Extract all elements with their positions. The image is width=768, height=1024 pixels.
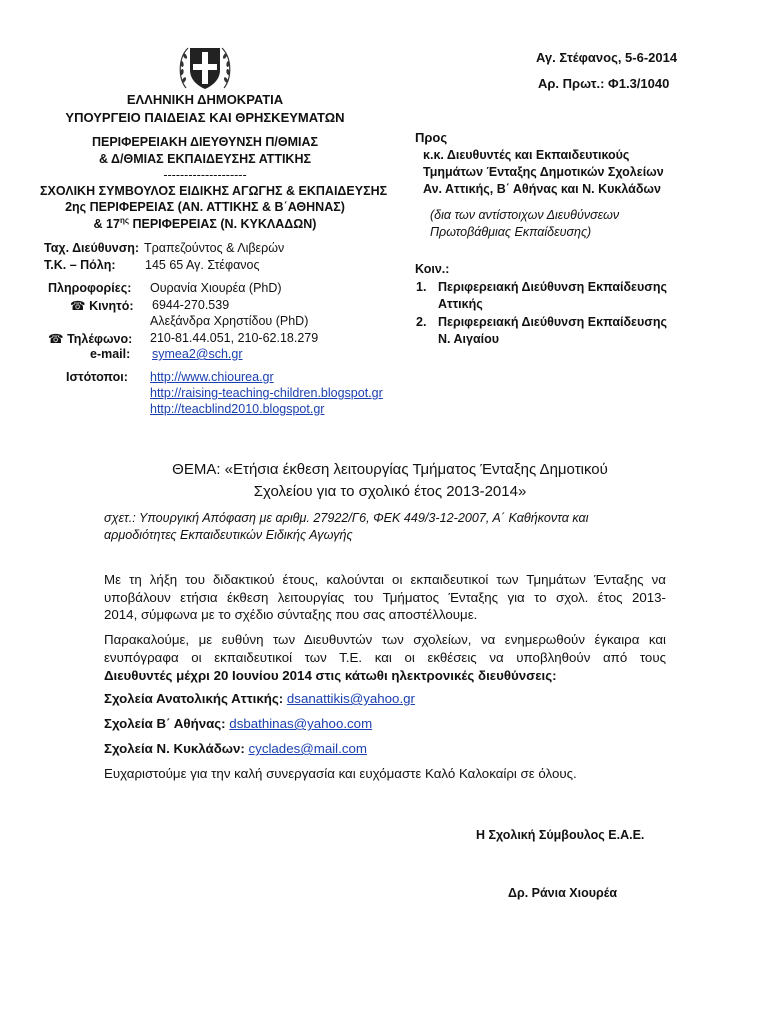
cc-item-1-text: Περιφερειακή Διεύθυνση Εκπαίδευσης bbox=[438, 280, 667, 294]
paragraph-2-line-2: ενυπόγραφα οι εκπαιδευτικοί των Τ.Ε. και οι εκθέσεις να υποβληθούν από τους bbox=[104, 650, 666, 665]
website-link-2[interactable]: http://raising-teaching-children.blogspot.gr bbox=[150, 386, 383, 400]
website-link-3[interactable]: http://teacblind2010.blogspot.gr bbox=[150, 402, 325, 416]
reference-line-2: αρμοδιότητες Εκπαιδευτικών Ειδικής Αγωγής bbox=[104, 528, 353, 542]
cc-item-2-number: 2. bbox=[416, 315, 427, 329]
subject-line-1: ΘΕΜΑ: «Ετήσια έκθεση λειτουργίας Τμήματος Ένταξης Δημοτικού bbox=[172, 461, 608, 478]
to-label: Προς bbox=[415, 130, 448, 145]
mobile-label: Κινητό: bbox=[89, 299, 134, 313]
cc-item-1 bbox=[416, 280, 667, 294]
cyclades-email[interactable]: cyclades@mail.com bbox=[248, 741, 367, 756]
phone-icon: ☎ bbox=[70, 299, 86, 313]
phone-row-label bbox=[48, 331, 132, 346]
advisor-line-1: ΣΧΟΛΙΚΗ ΣΥΜΒΟΥΛΟΣ ΕΙΔΙΚΗΣ ΑΓΩΓΗΣ & ΕΚΠΑΙΔΕΥΣΗΣ bbox=[40, 184, 388, 198]
phone-label: Τηλέφωνο: bbox=[67, 332, 133, 346]
paragraph-2-line-3: Διευθυντές μέχρι 20 Ιουνίου 2014 στις κάτωθι ηλεκτρονικές διευθύνσεις: bbox=[104, 668, 557, 683]
advisor-line-3-sup: ης bbox=[119, 216, 129, 225]
signature-name: Δρ. Ράνια Χιουρέα bbox=[508, 886, 618, 900]
cyclades-row bbox=[104, 741, 367, 756]
mobile-value: 6944-270.539 bbox=[152, 298, 230, 312]
advisor-line-3 bbox=[40, 216, 370, 231]
info-value-2: Αλεξάνδρα Χρηστίδου (PhD) bbox=[150, 314, 309, 328]
mobile-row-label bbox=[70, 298, 134, 313]
athens-email[interactable]: dsbathinas@yahoo.com bbox=[229, 716, 373, 731]
thanks-line: Ευχαριστούμε για την καλή συνεργασία και ευχόμαστε Καλό Καλοκαίρι σε όλους. bbox=[104, 766, 577, 781]
greek-emblem-icon bbox=[176, 40, 234, 96]
info-label: Πληροφορίες: bbox=[48, 281, 132, 295]
cc-item-1-cont: Αττικής bbox=[438, 297, 483, 311]
athens-label: Σχολεία Β΄ Αθήνας: bbox=[104, 716, 230, 731]
signature-role: Η Σχολική Σύμβουλος Ε.Α.Ε. bbox=[476, 828, 645, 842]
east-attica-label: Σχολεία Ανατολικής Αττικής: bbox=[104, 691, 287, 706]
advisor-line-3-start: & 17 bbox=[93, 217, 120, 232]
paragraph-1-line-3: 2014, σύμφωνα με το σχέδιο σύνταξης που σας αποστέλλουμε. bbox=[104, 607, 478, 622]
cc-item-2-cont: Ν. Αιγαίου bbox=[438, 332, 500, 346]
paragraph-1-line-2: υποβάλουν ετήσια έκθεση λειτουργίας του Τμήματος Ένταξης για το σχολ. έτος 2013- bbox=[104, 590, 666, 605]
city-label: Τ.Κ. – Πόλη: bbox=[44, 258, 116, 272]
advisor-line-2: 2ης ΠΕΡΙΦΕΡΕΙΑΣ (ΑΝ. ΑΤΤΙΚΗΣ & Β΄ΑΘΗΝΑΣ) bbox=[65, 200, 345, 214]
cyclades-label: Σχολεία Ν. Κυκλάδων: bbox=[104, 741, 249, 756]
protocol-number: Αρ. Πρωτ.: Φ1.3/1040 bbox=[538, 76, 670, 91]
phone-value: 210-81.44.051, 210-62.18.279 bbox=[150, 331, 319, 345]
ministry-title: ΥΠΟΥΡΓΕΙΟ ΠΑΙΔΕΙΑΣ ΚΑΙ ΘΡΗΣΚΕΥΜΑΤΩΝ bbox=[65, 110, 345, 125]
east-attica-email[interactable]: dsanattikis@yahoo.gr bbox=[286, 691, 415, 706]
website-link-1[interactable]: http://www.chiourea.gr bbox=[150, 370, 274, 384]
regional-direction-1: ΠΕΡΙΦΕΡΕΙΑΚΗ ΔΙΕΥΘΥΝΣΗ Π/ΘΜΙΑΣ bbox=[91, 135, 319, 149]
to-line-1: κ.κ. Διευθυντές και Εκπαιδευτικούς bbox=[423, 148, 630, 162]
to-line-3: Αν. Αττικής, Β΄ Αθήνας και Ν. Κυκλάδων bbox=[423, 182, 661, 196]
info-value-1: Ουρανία Χιουρέα (PhD) bbox=[150, 281, 282, 295]
date-line: Αγ. Στέφανος, 5-6-2014 bbox=[536, 50, 678, 65]
cc-item-1-number: 1. bbox=[416, 280, 427, 294]
email-link[interactable]: symea2@sch.gr bbox=[152, 347, 243, 361]
east-attica-row bbox=[104, 691, 415, 706]
regional-direction-2: & Δ/ΘΜΙΑΣ ΕΚΠΑΙΔΕΥΣΗΣ ΑΤΤΙΚΗΣ bbox=[99, 152, 311, 166]
reference-line-1: σχετ.: Υπουργική Απόφαση με αριθμ. 27922/Γ6, ΦΕΚ 449/3-12-2007, Α΄ Καθήκοντα και bbox=[104, 511, 589, 525]
header-separator: -------------------- bbox=[163, 168, 247, 182]
paragraph-1-line-1: Με τη λήξη του διδακτικού έτους, καλούνται οι εκπαιδευτικοί των Τμημάτων Ένταξης να bbox=[104, 572, 666, 587]
address-label: Ταχ. Διεύθυνση: bbox=[44, 241, 140, 255]
via-line-2: Πρωτοβάθμιας Εκπαίδευσης) bbox=[430, 225, 592, 239]
address-value: Τραπεζούντος & Λιβερών bbox=[144, 241, 285, 255]
city-value: 145 65 Αγ. Στέφανος bbox=[145, 258, 260, 272]
via-line-1: (δια των αντίστοιχων Διευθύνσεων bbox=[430, 208, 620, 222]
subject-line-2: Σχολείου για το σχολικό έτος 2013-2014» bbox=[253, 483, 527, 500]
republic-title: ΕΛΛΗΝΙΚΗ ΔΗΜΟΚΡΑΤΙΑ bbox=[126, 92, 284, 107]
websites-label: Ιστότοποι: bbox=[66, 370, 128, 384]
cc-item-2-text: Περιφερειακή Διεύθυνση Εκπαίδευσης bbox=[438, 315, 667, 329]
cc-label: Κοιν.: bbox=[415, 262, 450, 276]
cc-item-2 bbox=[416, 315, 667, 329]
email-label: e-mail: bbox=[90, 347, 131, 361]
athens-row bbox=[104, 716, 372, 731]
advisor-line-3-end: ΠΕΡΙΦΕΡΕΙΑΣ (Ν. ΚΥΚΛΑΔΩΝ) bbox=[128, 217, 317, 232]
paragraph-2-line-1: Παρακαλούμε, με ευθύνη των Διευθυντών των σχολείων, να ενημερωθούν έγκαιρα και bbox=[104, 632, 666, 647]
telephone-icon: ☎ bbox=[48, 332, 64, 346]
to-line-2: Τμημάτων Ένταξης Δημοτικών Σχολείων bbox=[423, 165, 664, 179]
